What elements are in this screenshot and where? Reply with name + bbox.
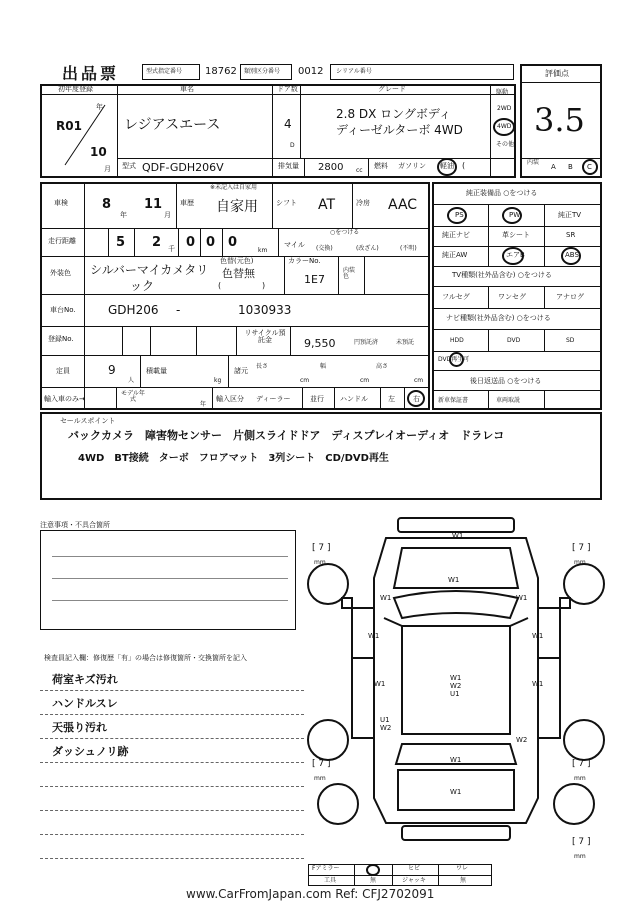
chassis-label: 車台No.: [50, 306, 76, 314]
doors-d: D: [290, 142, 295, 149]
equip-airbag: エアB: [506, 251, 525, 259]
usage-note: ※未記入は自家用: [210, 184, 258, 191]
length-label: 長さ: [256, 363, 269, 370]
import-type-label: 輸入区分: [216, 395, 244, 403]
mark-left-rear-u1: U1: [380, 716, 390, 724]
drive-4wd: 4WD: [497, 123, 512, 130]
tire-rl-depth: [ 7 ]: [312, 759, 331, 769]
interior-label: 内装: [527, 159, 540, 166]
tire-fl-mm: mm: [314, 559, 326, 566]
selling-line2: 4WD BT接続 ターボ フロアマット 3列シート CD/DVD再生: [78, 453, 389, 464]
handle-left: 左: [388, 395, 395, 403]
equip-ps-circle: [447, 207, 467, 224]
inspection-month: 11: [144, 197, 163, 212]
jack-none: 無: [460, 877, 467, 884]
mark-left-fender: W1: [380, 594, 392, 602]
doors-label: ドア数: [277, 85, 298, 93]
inspector-label: 検査員記入欄：修復歴「有」の場合は修復箇所・交換箇所を記入: [44, 654, 247, 662]
drive-label: 駆動: [496, 89, 509, 96]
mileage-digit-3: 0: [186, 235, 196, 250]
chassis-num: 1030933: [238, 303, 292, 317]
capacity: 9: [108, 363, 116, 377]
color-change: 色替無: [222, 267, 255, 280]
tv-title: TV種類(社外品含む) ○をつける: [452, 271, 552, 279]
mark-rear-window: W1: [450, 756, 462, 764]
width-cm: cm: [360, 377, 370, 384]
jack-label: ジャッキ: [402, 877, 426, 884]
km: km: [258, 247, 268, 254]
shift: AT: [318, 197, 336, 213]
mileage-opt-3: (不明): [400, 245, 417, 252]
drive-4wd-circle: [493, 118, 515, 136]
doors: 4: [284, 117, 292, 131]
class-code: 0012: [298, 66, 324, 77]
tire-rr-depth: [ 7 ]: [572, 759, 591, 769]
navi-title: ナビ種類(社外品含む) ○をつける: [446, 314, 551, 322]
note-line-1: 荷室キズ汚れ: [52, 673, 118, 686]
inspection-year: 8: [102, 197, 112, 212]
type-label: 型式: [122, 162, 136, 170]
length-cm: cm: [300, 377, 310, 384]
cc: cc: [356, 167, 363, 174]
color-line1: シルバーマイカメタリ: [90, 263, 209, 277]
inspection-label: 車検: [54, 199, 68, 207]
tire-spare-mm: mm: [574, 853, 586, 860]
tire-rr-mm: mm: [574, 775, 586, 782]
tool-none: 無: [370, 877, 377, 884]
height-label: 高さ: [376, 363, 389, 370]
ac: AAC: [388, 197, 418, 213]
mark-right-rear-w2: W2: [516, 736, 528, 744]
interior-c: C: [587, 163, 592, 171]
car-name-label: 車名: [180, 85, 194, 93]
windshield-circle: [366, 864, 380, 876]
usage-label: 車歴: [180, 199, 194, 207]
chassis-dash: -: [176, 303, 181, 317]
drive-other: その他: [496, 141, 515, 148]
displacement: 2800: [318, 162, 344, 173]
equip-title: 純正装備品 ○をつける: [466, 189, 538, 197]
load-label: 積載量: [146, 367, 167, 375]
interior-c-circle: [582, 159, 598, 175]
model-year-char: 年: [200, 401, 207, 408]
recycle-not: 未預託: [396, 339, 415, 346]
mark-hood: W1: [448, 576, 460, 584]
mark-roof-u1: U1: [450, 690, 460, 698]
parallel: 並行: [310, 395, 324, 403]
displacement-label: 排気量: [278, 162, 299, 170]
equip-pw-circle: [502, 207, 522, 224]
grade-line2: ディーゼルターボ 4WD: [336, 123, 463, 137]
interior-color-label: 内装色: [343, 267, 356, 280]
tire-spare-depth: [ 7 ]: [572, 837, 591, 847]
handle-right: 右: [413, 395, 420, 403]
year-char: 年: [96, 103, 103, 111]
recycle-label: リサイクル預託金: [244, 329, 286, 344]
navi-dvd: DVD: [507, 337, 521, 344]
watermark: www.CarFromJapan.com Ref: CFJ2702091: [186, 887, 435, 901]
first-reg-era: R01: [56, 119, 82, 133]
dvd-play: DVD再生可: [438, 356, 470, 363]
usage: 自家用: [216, 199, 258, 215]
chassis-prefix: GDH206: [108, 303, 159, 317]
equip-tv: 純正TV: [558, 211, 582, 219]
selling-line1: バックカメラ 障害物センサー 片側スライドドア ディスプレイオーディオ ドラレコ: [68, 429, 505, 442]
mark-rear-bumper: W1: [450, 788, 462, 796]
fuel-diesel: 軽油: [440, 162, 454, 170]
score-label: 評価点: [545, 69, 569, 78]
mark-left-rear-w2: W2: [380, 724, 392, 732]
mileage-opt-1: (交換): [316, 245, 333, 252]
reg-no-label: 登録No.: [48, 335, 74, 343]
first-reg-month: 10: [90, 145, 107, 159]
windshield-hibi: ヒビ: [408, 865, 421, 872]
tv-fullseg: フルセグ: [442, 293, 470, 301]
shift-label: シフト: [276, 199, 297, 207]
tire-fr-depth: [ 7 ]: [572, 543, 591, 553]
windshield-ware: ワレ: [456, 865, 469, 872]
after-title: 後日返送品 ○をつける: [470, 377, 542, 385]
car-diagram: [306, 508, 606, 858]
equip-abs-circle: [561, 247, 581, 265]
mark-roof-w2: W2: [450, 682, 462, 690]
fuel-gas: ガソリン: [398, 162, 426, 170]
mark-left-front-door: W1: [368, 632, 380, 640]
equip-navi: 純正ナビ: [442, 231, 470, 239]
after-warranty: 新車保証書: [438, 397, 469, 404]
divider-slash: [60, 100, 110, 170]
note-line-4: ダッシュノリ跡: [52, 745, 129, 758]
after-manual: 車両取説: [496, 397, 521, 404]
model-code-label: 型式指定番号: [146, 68, 183, 75]
mark-front-bumper: W1: [452, 532, 464, 540]
mileage-sen: 千: [168, 245, 175, 253]
mileage-note: ○をつける: [330, 229, 360, 236]
kg: kg: [214, 377, 222, 384]
color-no-label: カラーNo.: [288, 257, 321, 265]
color-label: 外装色: [50, 269, 71, 277]
model-code: 18762: [205, 66, 237, 77]
mile: マイル: [284, 241, 305, 249]
mileage-digit-2: 2: [152, 235, 162, 250]
equip-airbag-circle: [502, 247, 524, 265]
equip-pw: PW: [509, 211, 521, 219]
handle-right-circle: [407, 390, 425, 407]
equip-ps: PS: [455, 211, 464, 219]
equip-sr: SR: [566, 231, 576, 239]
import-label: 輸入車のみ→: [44, 395, 85, 403]
caution-label: 注意事項・不具合箇所: [40, 521, 110, 529]
grade-line1: 2.8 DX ロングボディ: [336, 107, 451, 121]
height-cm: cm: [414, 377, 424, 384]
type-value: QDF-GDH206V: [142, 161, 224, 174]
inspection-year-char: 年: [120, 211, 127, 219]
month-char: 月: [104, 165, 111, 173]
mark-left-slide-door: W1: [374, 680, 386, 688]
inspection-month-char: 月: [164, 211, 171, 219]
recycle: 9,550: [304, 337, 336, 350]
tv-oneseg: ワンセグ: [498, 293, 526, 301]
navi-sd: SD: [566, 337, 575, 344]
model-year-label: モデル年式: [121, 390, 145, 403]
dvd-play-circle: [449, 352, 464, 367]
note-line-2: ハンドルスレ: [52, 697, 118, 710]
tv-analog: アナログ: [556, 293, 584, 301]
color-no: 1E7: [304, 273, 325, 286]
ac-label: 冷房: [356, 199, 370, 207]
first-reg-label: 初年度登録: [58, 85, 93, 93]
mark-roof-w: W1: [450, 674, 462, 682]
serial-label: シリアル番号: [336, 68, 372, 75]
color-change-label: 色替(元色): [220, 257, 254, 265]
car-name: レジアスエース: [124, 117, 221, 133]
tire-rl-mm: mm: [314, 775, 326, 782]
width-label: 幅: [320, 363, 327, 370]
tool-label: 工具: [324, 877, 337, 884]
windshield-label: Fアミラー: [312, 865, 340, 872]
mileage-label: 走行距離: [48, 237, 76, 245]
form-title: 出品票: [62, 64, 120, 83]
fuel-label: 燃料: [374, 162, 388, 170]
mileage-digit-4: 0: [206, 235, 216, 250]
navi-hdd: HDD: [450, 337, 464, 344]
mileage-opt-2: (改ざん): [356, 245, 379, 252]
grade-label: グレード: [378, 85, 406, 93]
drive-2wd: 2WD: [497, 105, 512, 112]
mark-right-fender: W1: [516, 594, 528, 602]
tire-fr-mm: mm: [574, 559, 586, 566]
note-line-3: 天張り汚れ: [52, 721, 107, 734]
handle-label: ハンドル: [340, 395, 368, 403]
class-code-label: 類別区分番号: [244, 68, 281, 75]
dims-label: 諸元: [234, 367, 248, 375]
selling-label: セールスポイント: [60, 417, 116, 425]
score-value: 3.5: [534, 101, 585, 139]
interior-b: B: [568, 163, 573, 171]
mileage-digit-1: 5: [116, 235, 126, 250]
tire-fl-depth: [ 7 ]: [312, 543, 331, 553]
mileage-digit-5: 0: [228, 235, 238, 250]
person: 人: [128, 377, 135, 384]
dealer: ディーラー: [256, 395, 291, 403]
color-line2: ック: [130, 279, 155, 293]
recycle-done: 円預託済: [354, 339, 379, 346]
mark-right-slide-door: W1: [532, 680, 544, 688]
mark-right-front-door: W1: [532, 632, 544, 640]
equip-abs: ABS: [565, 251, 579, 259]
capacity-label: 定員: [56, 367, 70, 375]
fuel-diesel-circle: [437, 158, 457, 176]
equip-aw: 純正AW: [442, 251, 468, 259]
interior-a: A: [551, 163, 556, 171]
equip-leather: 革シート: [502, 231, 530, 239]
